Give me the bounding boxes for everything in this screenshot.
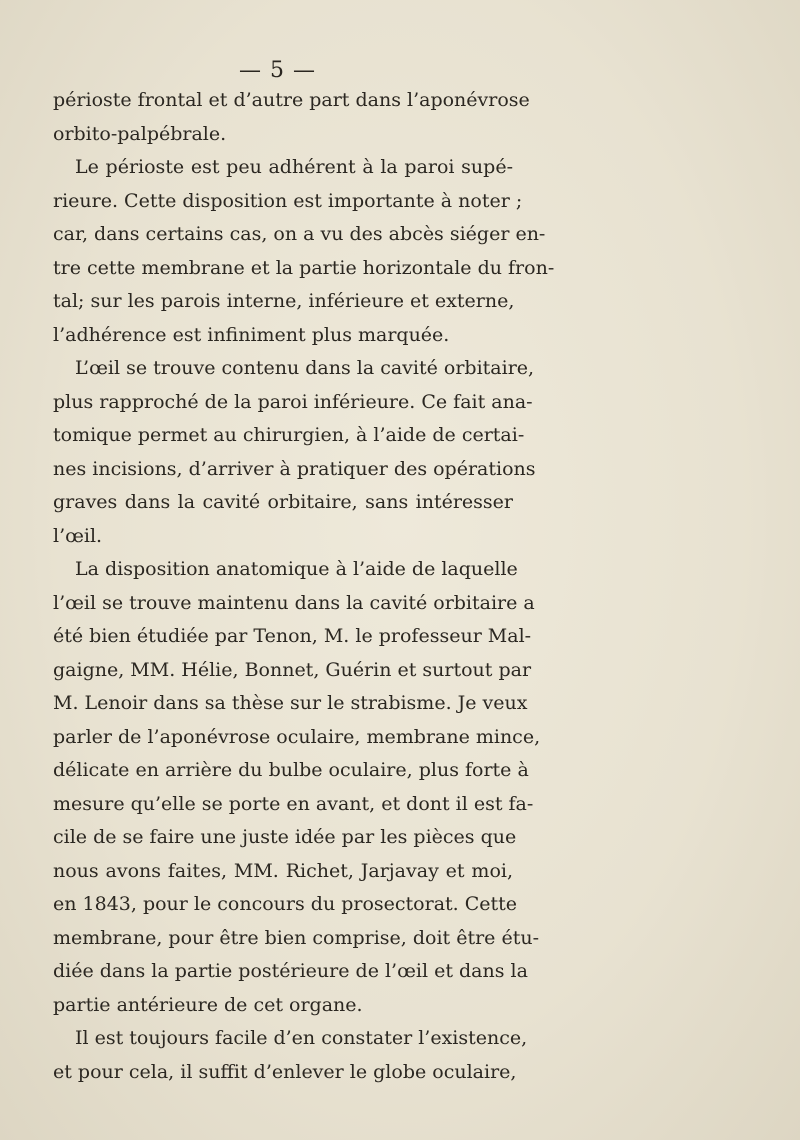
text-line: partie antérieure de cet organe. [53,993,363,1016]
text-line: tomique permet au chirurgien, à l’aide de certai- [53,424,525,446]
text-line: en 1843, pour le concours du prosectorat. Cette [53,893,518,915]
text-line: Il est toujours facile d’en constater l’existence, [75,1027,528,1049]
text-line: diée dans la partie postérieure de l’œil et dans la [53,960,528,982]
text-line: rieure. Cette disposition est importante à noter ; [53,189,523,212]
text-line: l’adhérence est infiniment plus marquée. [53,323,450,346]
text-line: mesure qu’elle se porte en avant, et dont il est fa- [53,792,534,815]
text-line: membrane, pour être bien comprise, doit être étu- [53,926,540,949]
body-text [53,84,555,1089]
text-line: orbito-palpébrale. [53,122,227,145]
text-line: Le périoste est peu adhérent à la paroi supé- [75,156,513,178]
text-line: gaigne, MM. Hélie, Bonnet, Guérin et surtout par [53,658,532,681]
text-line: nes incisions, d’arriver à pratiquer des opérations [53,457,536,480]
text-line: car, dans certains cas, on a vu des abcès siéger en- [53,223,546,245]
text-line: délicate en arrière du bulbe oculaire, plus forte à [53,759,529,781]
text-line: graves dans la cavité orbitaire, sans intéresser [53,491,513,513]
text-line: parler de l’aponévrose oculaire, membrane mince, [53,725,541,748]
text-line: l’œil. [53,524,103,547]
text-line: tal; sur les parois interne, inférieure et externe, [53,290,515,312]
text-line: M. Lenoir dans sa thèse sur le strabisme. Je veux [53,692,528,714]
page-number: — 5 — [239,58,316,83]
text-line: cile de se faire une juste idée par les pièces que [53,826,517,848]
text-line: La disposition anatomique à l’aide de laquelle [75,558,518,580]
text-line: et pour cela, il suffit d’enlever le globe oculaire, [53,1060,517,1083]
text-line: été bien étudiée par Tenon, M. le professeur Mal- [53,625,532,647]
text-line: nous avons faites, MM. Richet, Jarjavay et moi, [53,859,513,882]
text-line: périoste frontal et d’autre part dans l’aponévrose [53,89,530,111]
text-line: L’œil se trouve contenu dans la cavité orbitaire, [75,357,535,379]
text-line: plus rapproché de la paroi inférieure. Ce fait ana- [53,390,533,413]
text-line: l’œil se trouve maintenu dans la cavité orbitaire a [53,591,535,614]
text-line: tre cette membrane et la partie horizontale du fron- [53,256,555,279]
